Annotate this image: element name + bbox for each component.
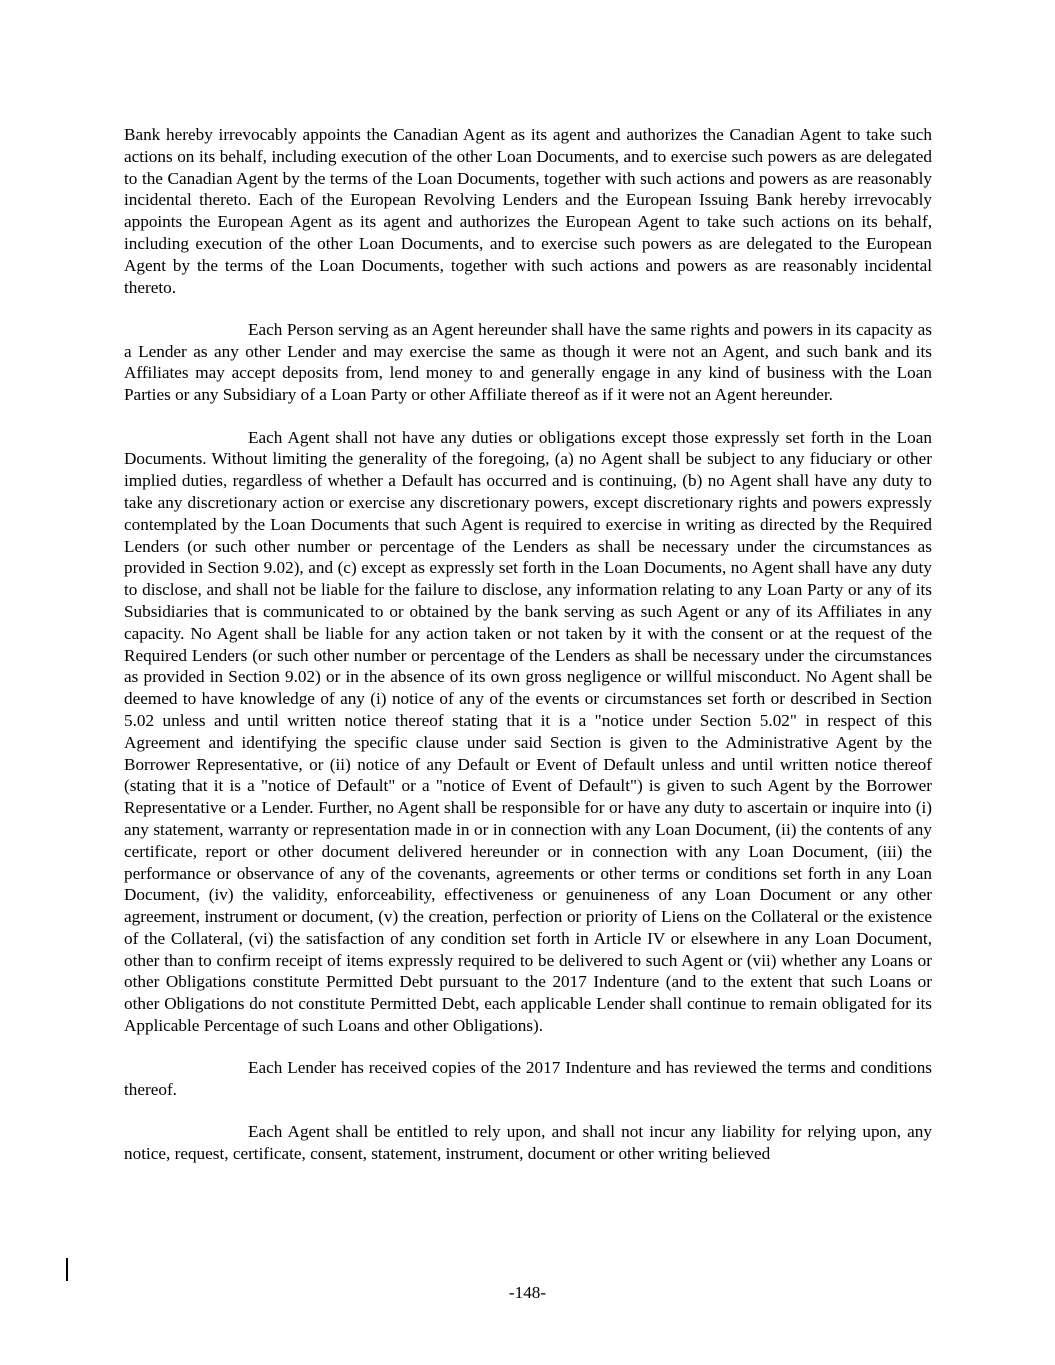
paragraph-agent-appointment-continued: Bank hereby irrevocably appoints the Canadian Agent as its agent and authorizes the Canadian Agent to take such actions on its behalf, including execution of the other Loan Documents, and to exercise such powers as are delegated to the Canadian Agent by the terms of the Loan Documents, together with such actions and powers as are reasonably incidental thereto. Each of the European Revolving Lenders and the European Issuing Bank hereby irrevocably appoints the European Agent as its agent and authorizes the European Agent to take such actions on its behalf, including execution of the other Loan Documents, and to exercise such powers as are delegated to the European Agent by the terms of the Loan Documents, together with such actions and powers as are reasonably incidental thereto.	[124, 125, 932, 297]
body-text	[124, 124, 932, 1186]
revision-change-bar	[66, 1258, 68, 1281]
paragraph-agent-reliance: Each Agent shall be entitled to rely upon, and shall not incur any liability for relying upon, any notice, request, certificate, consent, statement, instrument, document or other writing believed	[124, 1122, 932, 1164]
paragraph-indenture-receipt: Each Lender has received copies of the 2017 Indenture and has reviewed the terms and conditions thereof.	[124, 1058, 932, 1100]
page-number: -148-	[508, 1283, 547, 1302]
paragraph-agent-duties: Each Agent shall not have any duties or obligations except those expressly set forth in the Loan Documents. Without limiting the generality of the foregoing, (a) no Agent shall be subject to any fiduciary or other implied duties, regardless of whether a Default has occurred and is continuing, (b) no Agent shall have any duty to take any discretionary action or exercise any discretionary powers, except discretionary rights and powers expressly contemplated by the Loan Documents that such Agent is required to exercise in writing as directed by the Required Lenders (or such other number or percentage of the Lenders as shall be necessary under the circumstances as provided in Section 9.02), and (c) except as expressly set forth in the Loan Documents, no Agent shall have any duty to disclose, and shall not be liable for the failure to disclose, any information relating to any Loan Party or any of its Subsidiaries that is communicated to or obtained by the bank serving as such Agent or any of its Affiliates in any capacity. No Agent shall be liable for any action taken or not taken by it with the consent or at the request of the Required Lenders (or such other number or percentage of the Lenders as shall be necessary under the circumstances as provided in Section 9.02) or in the absence of its own gross negligence or willful misconduct. No Agent shall be deemed to have knowledge of any (i) notice of any of the events or circumstances set forth or described in Section 5.02 unless and until written notice thereof stating that it is a "notice under Section 5.02" in respect of this Agreement and identifying the specific clause under said Section is given to the Administrative Agent by the Borrower Representative, or (ii) notice of any Default or Event of Default unless and until written notice thereof (stating that it is a "notice of Default" or a "notice of Event of Default") is given to such Agent by the Borrower Representative or a Lender. Further, no Agent shall be responsible for or have any duty to ascertain or inquire into (i) any statement, warranty or representation made in or in connection with any Loan Document, (ii) the contents of any certificate, report or other document delivered hereunder or in connection with any Loan Document, (iii) the performance or observance of any of the covenants, agreements or other terms or conditions set forth in any Loan Document, (iv) the validity, enforceability, effectiveness or genuineness of any Loan Document or any other agreement, instrument or document, (v) the creation, perfection or priority of Liens on the Collateral or the existence of the Collateral, (vi) the satisfaction of any condition set forth in Article IV or elsewhere in any Loan Document, other than to confirm receipt of items expressly required to be delivered to such Agent or (vii) whether any Loans or other Obligations constitute Permitted Debt pursuant to the 2017 Indenture (and to the extent that such Loans or other Obligations do not constitute Permitted Debt, each applicable Lender shall continue to remain obligated for its Applicable Percentage of such Loans and other Obligations).	[124, 427, 932, 1036]
paragraph-agent-as-lender: Each Person serving as an Agent hereunder shall have the same rights and powers in its capacity as a Lender as any other Lender and may exercise the same as though it were not an Agent, and such bank and its Affiliates may accept deposits from, lend money to and generally engage in any kind of business with the Loan Parties or any Subsidiary of a Loan Party or other Affiliate thereof as if it were not an Agent hereunder.	[124, 319, 932, 405]
